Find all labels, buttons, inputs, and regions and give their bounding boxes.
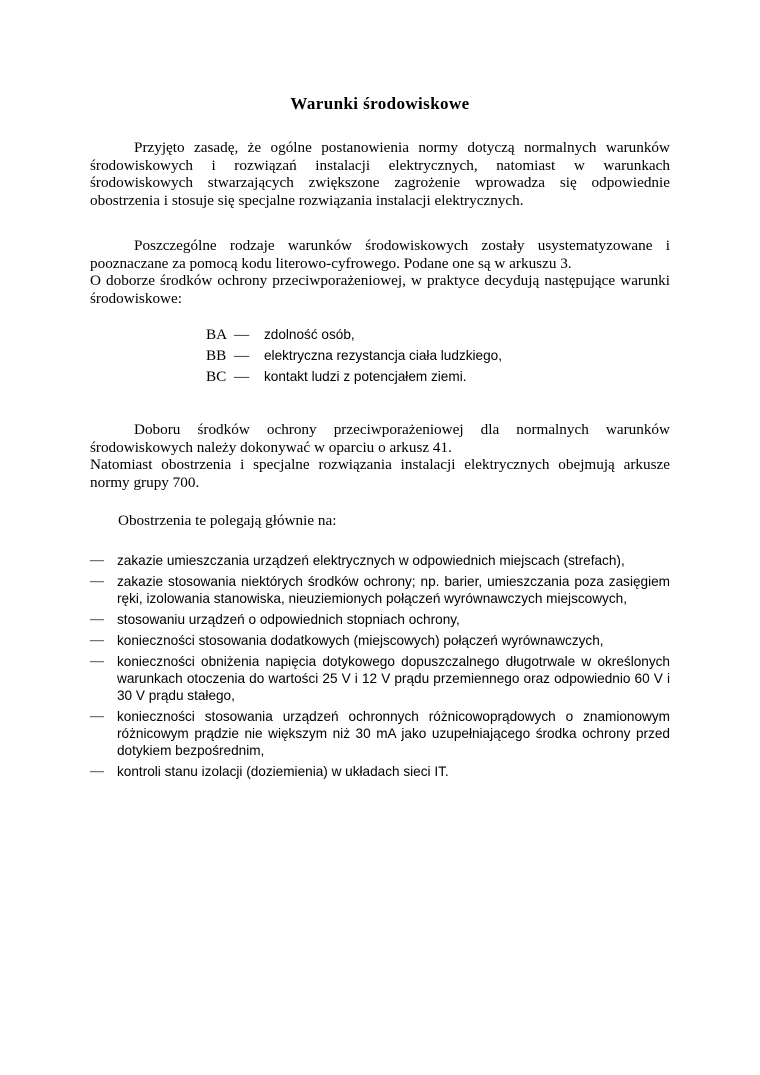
em-dash: — <box>90 654 104 669</box>
code-description: elektryczna rezystancja ciała ludzkiego, <box>264 348 503 363</box>
code-key: BA <box>206 325 228 343</box>
list-item <box>90 611 670 628</box>
em-dash: — <box>90 709 104 724</box>
em-dash: — <box>90 633 104 648</box>
paragraph-codes-intro: Poszczególne rodzaje warunków środowiskowych zostały usystematyzowane i pooznaczane za pomocą kodu literowo-cyfrowego. Podane one są w arkuszu 3. <box>90 237 670 272</box>
list-item <box>90 632 670 649</box>
condition-codes <box>206 324 502 387</box>
code-row-ba <box>206 324 502 345</box>
list-item-text: stosowaniu urządzeń o odpowiednich stopniach ochrony, <box>117 612 460 627</box>
em-dash: — <box>234 367 250 385</box>
code-row-bc <box>206 366 502 387</box>
restrictions-list <box>90 552 670 784</box>
list-item-text: konieczności stosowania dodatkowych (miejscowych) połączeń wyrównawczych, <box>117 633 604 648</box>
code-key: BC <box>206 367 227 385</box>
paragraph-normal-conditions: Doboru środków ochrony przeciwporażeniowej dla normalnych warunków środowiskowych należy dokonywać w oparciu o arkusz 41. <box>90 421 670 456</box>
code-row-bb <box>206 345 502 366</box>
list-item-text: kontroli stanu izolacji (doziemienia) w układach sieci IT. <box>117 764 449 779</box>
list-item <box>90 708 670 759</box>
code-key: BB <box>206 346 227 364</box>
list-item <box>90 653 670 704</box>
em-dash: — <box>90 764 104 779</box>
page-title: Warunki środowiskowe <box>290 94 470 113</box>
em-dash: — <box>90 574 104 589</box>
paragraph-group-700: Natomiast obostrzenia i specjalne rozwiązania instalacji elektrycznych obejmują arkusze normy grupy 700. <box>90 456 670 491</box>
list-item-text: zakazie stosowania niektórych środków ochrony; np. barier, umieszczania poza zasięgiem ręki, izolowania stanowiska, nieuziemionych połączeń wyrównawczych miejscowych, <box>117 574 670 606</box>
list-item <box>90 552 670 569</box>
code-description: zdolność osób, <box>264 327 355 342</box>
paragraph-list-intro: Obostrzenia te polegają głównie na: <box>118 512 337 529</box>
list-item-text: konieczności obniżenia napięcia dotykowego dopuszczalnego długotrwale w określonych warunkach otoczenia do wartości 25 V i 12 V prądu przemiennego oraz odpowiednio 60 V i 30 V prądu stałego, <box>117 654 670 703</box>
em-dash: — <box>90 553 104 568</box>
em-dash: — <box>234 325 250 343</box>
paragraph-intro: Przyjęto zasadę, że ogólne postanowienia normy dotyczą normalnych warunków środowiskowych i rozwiązań instalacji elektrycznych, natomiast w warunkach środowiskowych stwarzających zwiększone zagrożenie wprowadza się odpowiednie obostrzenia i stosuje się specjalne rozwiązania instalacji elektrycznych. <box>90 139 670 209</box>
list-item-text: konieczności stosowania urządzeń ochronnych różnicowoprądowych o znamionowym różnicowym prądzie nie większym niż 30 mA jako uzupełniającego środka ochrony przed dotykiem bezpośrednim, <box>117 709 670 758</box>
paragraph-conditions: O doborze środków ochrony przeciwporażeniowej, w praktyce decydują następujące warunki środowiskowe: <box>90 272 670 307</box>
code-description: kontakt ludzi z potencjałem ziemi. <box>264 369 467 384</box>
list-item-text: zakazie umieszczania urządzeń elektrycznych w odpowiednich miejscach (strefach), <box>117 553 625 568</box>
list-item <box>90 573 670 607</box>
em-dash: — <box>234 346 250 364</box>
list-item <box>90 763 670 780</box>
em-dash: — <box>90 612 104 627</box>
